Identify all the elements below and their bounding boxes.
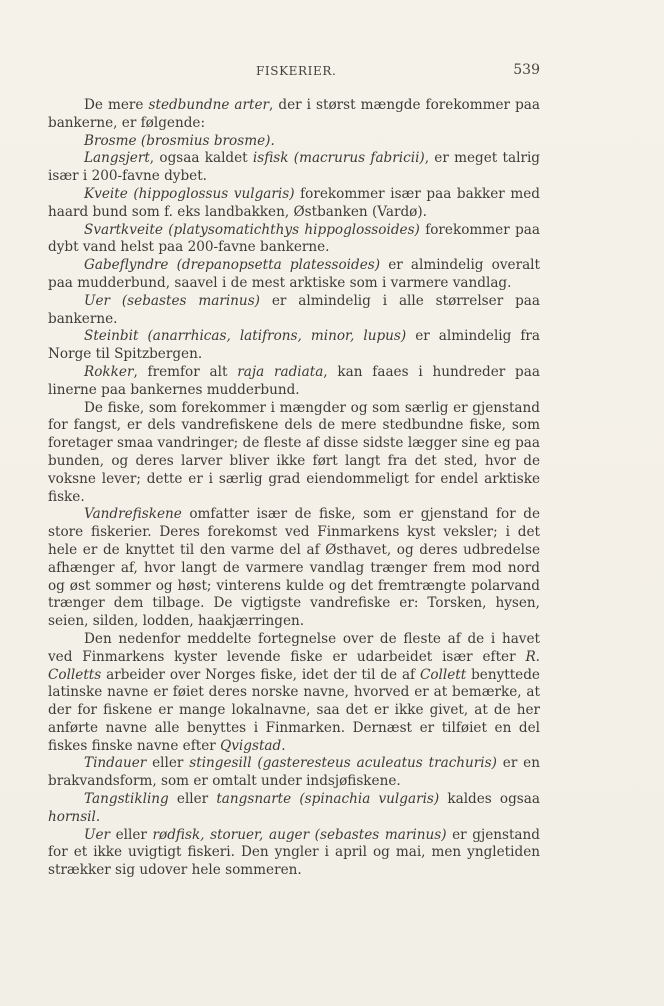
paragraph: De fiske, som forekommer i mængder og som særlig er gjenstand for fangst, er dels vandrefiskene dels de mere stedbundne fiske, som foretager smaa vandringer; de fleste af disse sidste lægger sine eg paa bunden, og deres larver bliver ikke ført langt fra det sted, hvor de voksne lever; dette er i særlig grad eiendommeligt for endel arktiske fiske. bbox=[48, 399, 540, 505]
paragraph: Gabeflyndre (drepanopsetta platessoides) er almindelig overalt paa mudderbund, saavel i de mest arktiske som i varmere vandlag. bbox=[48, 257, 540, 291]
paragraph: Den nedenfor meddelte fortegnelse over de fleste af de i havet ved Finmarkens kyster levende fiske er udarbeidet især efter R. Colletts arbeider over Norges fiske, idet der til de af Collett benyttede latinske navne er føiet deres norske navne, hvorved er at bemærke, at der for fiskene er mange lokalnavne, saa det er ikke givet, at de her anførte navne alle benyttes i Finmarken. Dernæst er tilføiet en del fiskes finske navne efter Qvigstad. bbox=[48, 630, 540, 754]
paragraph: Svartkveite (platysomatichthys hippoglossoides) forekommer paa dybt vand helst paa 200-favne bankerne. bbox=[48, 221, 540, 256]
body-text bbox=[48, 97, 540, 880]
page-header bbox=[48, 62, 540, 82]
paragraph: Brosme (brosmius brosme). bbox=[84, 132, 275, 149]
paragraph: De mere stedbundne arter, der i størst mængde forekommer paa bankerne, er følgende: bbox=[48, 97, 541, 131]
paragraph: Tindauer eller stingesill (gasteresteus aculeatus trachuris) er en brakvandsform, som er omtalt under indsjøfiskene. bbox=[48, 755, 540, 790]
paragraph: Uer (sebastes marinus) er almindelig i alle størrelser paa bankerne. bbox=[48, 292, 540, 327]
page-number: 539 bbox=[513, 62, 540, 78]
paragraph: Tangstikling eller tangsnarte (spinachia vulgaris) kaldes ogsaa hornsil. bbox=[48, 791, 540, 825]
paragraph: Langsjert, ogsaa kaldet isfisk (macrurus fabricii), er meget talrig især i 200-favne dybet. bbox=[48, 150, 540, 185]
paragraph: Rokker, fremfor alt raja radiata, kan faaes i hundreder paa linerne paa bankernes mudderbund. bbox=[48, 363, 540, 398]
paragraph: Kveite (hippoglossus vulgaris) forekommer især paa bakker med haard bund som f. eks landbakken, Østbanken (Vardø). bbox=[48, 185, 540, 220]
paragraph: Uer eller rødfisk, storuer, auger (sebastes marinus) er gjenstand for et ikke uvigtigt fiskeri. Den yngler i april og mai, men yngletiden strækker sig udover hele sommeren. bbox=[48, 826, 540, 879]
paragraph: Vandrefiskene omfatter især de fiske, som er gjenstand for de store fiskerier. Deres forekomst ved Finmarkens kyst veksler; i det hele er de knyttet til den varme del af Østhavet, og deres udbredelse afhænger af, hvor langt de varmere vandlag trænger frem mod nord og øst sommer og høst; vinterens kulde og det fremtrængte polarvand trænger dem tilbage. De vigtigste vandrefiske er: Torsken, hysen, seien, silden, lodden, haakjærringen. bbox=[48, 506, 540, 630]
running-head: FISKERIER. bbox=[256, 64, 337, 78]
paragraph: Steinbit (anarrhicas, latifrons, minor, lupus) er almindelig fra Norge til Spitzbergen. bbox=[48, 328, 540, 363]
